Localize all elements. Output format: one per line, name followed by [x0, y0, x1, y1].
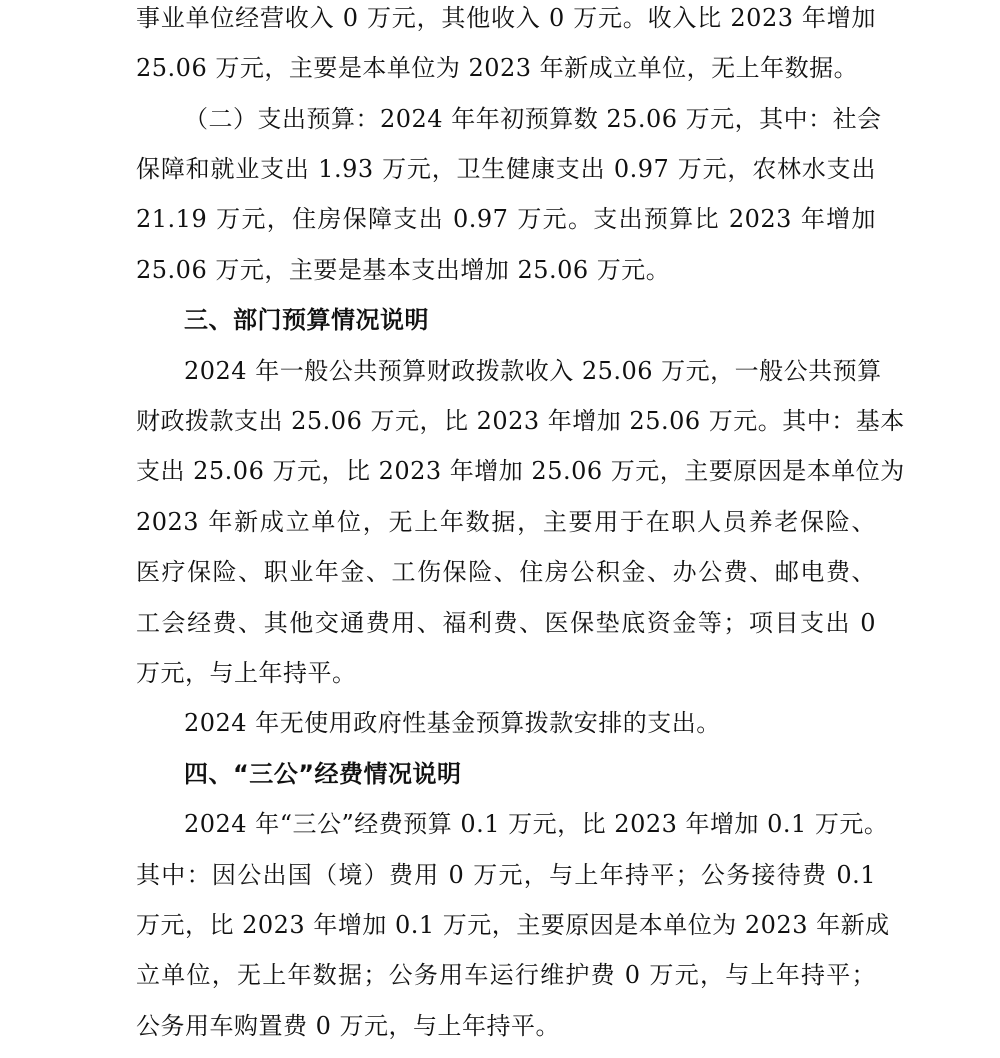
section-heading-4: 四、“三公”经费情况说明 [184, 760, 462, 788]
section-heading-3: 三、部门预算情况说明 [184, 306, 429, 334]
text-line-4: 保障和就业支出 1.93 万元，卫生健康支出 0.97 万元，农林水支出 [136, 155, 876, 183]
text-line-10: 支出 25.06 万元，比 2023 年增加 25.06 万元，主要原因是本单位为 [136, 457, 905, 485]
text-line-2: 25.06 万元，主要是本单位为 2023 年新成立单位，无上年数据。 [136, 54, 859, 82]
text-line-8: 2024 年一般公共预算财政拨款收入 25.06 万元，一般公共预算 [184, 357, 882, 385]
text-line-21: 公务用车购置费 0 万元，与上年持平。 [136, 1012, 561, 1040]
text-line-20: 立单位，无上年数据；公务用车运行维护费 0 万元，与上年持平； [136, 961, 876, 989]
text-line-3: （二）支出预算：2024 年年初预算数 25.06 万元，其中：社会 [184, 105, 882, 133]
text-line-6: 25.06 万元，主要是基本支出增加 25.06 万元。 [136, 256, 671, 284]
text-line-19: 万元，比 2023 年增加 0.1 万元，主要原因是本单位为 2023 年新成 [136, 911, 890, 939]
text-line-9: 财政拨款支出 25.06 万元，比 2023 年增加 25.06 万元。其中：基本 [136, 407, 905, 435]
text-line-5: 21.19 万元，住房保障支出 0.97 万元。支出预算比 2023 年增加 [136, 205, 876, 233]
text-line-14: 万元，与上年持平。 [136, 659, 357, 687]
text-line-17: 2024 年“三公”经费预算 0.1 万元，比 2023 年增加 0.1 万元。 [184, 810, 889, 838]
text-line-15: 2024 年无使用政府性基金预算拨款安排的支出。 [184, 709, 721, 737]
text-line-18: 其中：因公出国（境）费用 0 万元，与上年持平；公务接待费 0.1 [136, 861, 876, 889]
text-line-11: 2023 年新成立单位，无上年数据，主要用于在职人员养老保险、 [136, 508, 876, 536]
text-line-12: 医疗保险、职业年金、工伤保险、住房公积金、办公费、邮电费、 [136, 558, 876, 586]
text-line-1: 事业单位经营收入 0 万元，其他收入 0 万元。收入比 2023 年增加 [136, 4, 876, 32]
text-line-13: 工会经费、其他交通费用、福利费、医保垫底资金等；项目支出 0 [136, 609, 876, 637]
